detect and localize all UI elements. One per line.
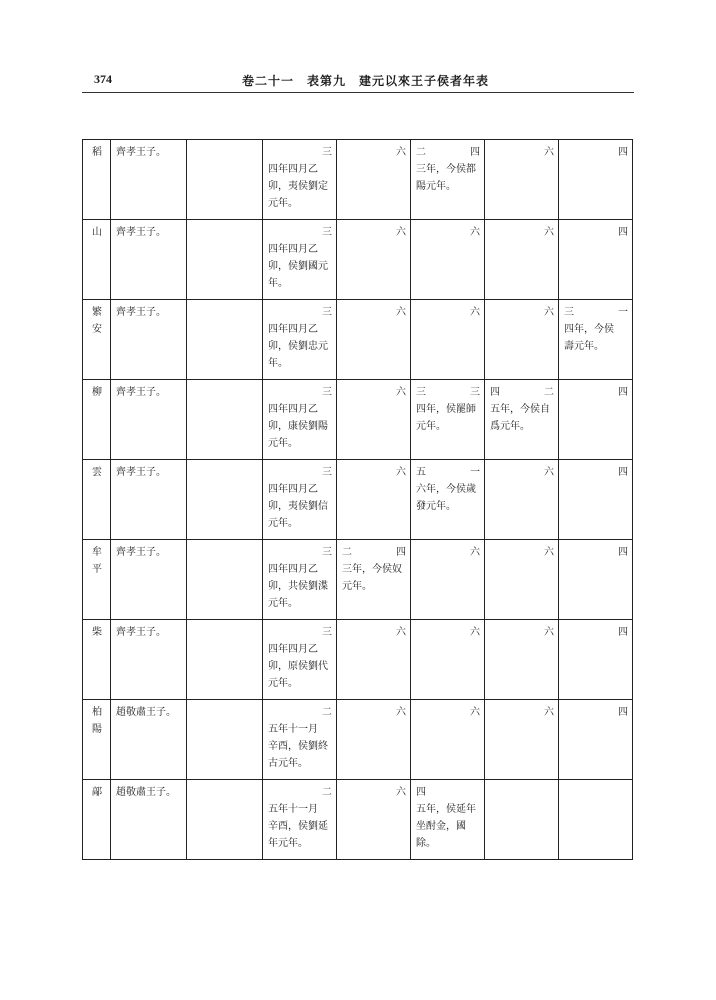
reign-period-cell-4: [559, 460, 633, 540]
marquis-register-table: [82, 139, 633, 860]
cell-numerals: [416, 304, 480, 321]
year-right: 四: [618, 707, 628, 718]
year-right: 六: [470, 307, 480, 318]
year-right: 六: [470, 627, 480, 638]
lineage-cell: [111, 380, 187, 460]
fief-name-cell: [83, 700, 111, 780]
blank-cell: [187, 780, 263, 860]
blank-cell: [187, 300, 263, 380]
page-header: [82, 68, 634, 92]
lineage-text: 齊孝王子。: [116, 307, 166, 318]
reign-period-cell-1: [337, 140, 411, 220]
enfeoffment-cell: [263, 220, 337, 300]
reign-period-cell-3: [485, 140, 559, 220]
reign-period-cell-2: [411, 140, 485, 220]
table-row: [83, 380, 633, 460]
fief-name: 鄗: [92, 787, 102, 798]
cell-numerals: [490, 784, 554, 801]
lineage-cell: [111, 300, 187, 380]
year-right: 六: [544, 627, 554, 638]
enfeoffment-cell: [263, 300, 337, 380]
lineage-text: 齊孝王子。: [116, 147, 166, 158]
blank-cell: [187, 460, 263, 540]
enfeoffment-text: 四年四月乙 卯，侯劉國元 年。: [268, 244, 328, 289]
reign-period-cell-2: [411, 460, 485, 540]
reign-period-cell-2: [411, 300, 485, 380]
cell-numerals: [342, 624, 406, 641]
fief-name-cell: [83, 300, 111, 380]
reign-period-cell-4: [559, 780, 633, 860]
reign-period-cell-3: [485, 380, 559, 460]
year-right: 四: [618, 147, 628, 158]
cell-numerals: [416, 784, 480, 801]
lineage-cell: [111, 620, 187, 700]
blank-cell: [187, 380, 263, 460]
reign-period-cell-3: [485, 780, 559, 860]
cell-numerals: [268, 624, 332, 641]
lineage-cell: [111, 700, 187, 780]
enfeoffment-text: 五年十一月 辛酉，侯劉延 年元年。: [268, 804, 328, 849]
cell-numerals: [416, 144, 480, 161]
year-right: 六: [396, 307, 406, 318]
cell-numerals: [268, 544, 332, 561]
year-right: 二: [544, 387, 554, 398]
cell-numerals: [416, 464, 480, 481]
cell-numerals: [564, 784, 628, 801]
year-right: 四: [618, 467, 628, 478]
page-number: 374: [94, 72, 112, 86]
cell-numerals: [342, 464, 406, 481]
year-count: 三: [322, 387, 332, 398]
year-right: 六: [544, 227, 554, 238]
fief-name: 山: [92, 227, 102, 238]
reign-period-cell-4: [559, 700, 633, 780]
fief-name-cell: [83, 780, 111, 860]
year-right: 六: [396, 227, 406, 238]
lineage-cell: [111, 460, 187, 540]
enfeoffment-text: 四年四月乙 卯，康侯劉陽 元年。: [268, 404, 328, 449]
year-right: 六: [396, 787, 406, 798]
reign-period-cell-3: [485, 300, 559, 380]
reign-period-cell-1: [337, 620, 411, 700]
cell-numerals: [564, 384, 628, 401]
reign-period-cell-3: [485, 620, 559, 700]
cell-numerals: [416, 704, 480, 721]
year-right: 一: [470, 467, 480, 478]
running-title: 卷二十一 表第九 建元以來王子侯者年表: [242, 74, 490, 88]
cell-numerals: [564, 464, 628, 481]
reign-period-cell-3: [485, 700, 559, 780]
cell-numerals: [564, 224, 628, 241]
cell-numerals: [490, 144, 554, 161]
reign-period-cell-2: [411, 620, 485, 700]
year-count: 三: [322, 147, 332, 158]
fief-name: 牟平: [92, 547, 102, 575]
reign-note: 五年，今侯自 爲元年。: [490, 404, 550, 432]
reign-period-cell-3: [485, 540, 559, 620]
enfeoffment-cell: [263, 700, 337, 780]
table-row: [83, 620, 633, 700]
cell-numerals: [268, 464, 332, 481]
header-rule: [82, 92, 634, 93]
reign-period-cell-4: [559, 380, 633, 460]
cell-numerals: [490, 304, 554, 321]
cell-numerals: [416, 624, 480, 641]
reign-note: 四年，今侯 壽元年。: [564, 324, 614, 352]
lineage-text: 齊孝王子。: [116, 227, 166, 238]
enfeoffment-text: 四年四月乙 卯，共侯劉渫 元年。: [268, 564, 328, 609]
enfeoffment-text: 四年四月乙 卯，原侯劉代 元年。: [268, 644, 328, 689]
reign-note: 三年，今侯都 陽元年。: [416, 164, 476, 192]
enfeoffment-text: 四年四月乙 卯，夷侯劉定 元年。: [268, 164, 328, 209]
cell-numerals: [564, 304, 628, 321]
fief-name-cell: [83, 220, 111, 300]
lineage-cell: [111, 220, 187, 300]
cell-numerals: [416, 224, 480, 241]
year-right: 六: [544, 307, 554, 318]
year-right: 六: [544, 147, 554, 158]
enfeoffment-cell: [263, 540, 337, 620]
fief-name-cell: [83, 540, 111, 620]
year-right: 四: [396, 547, 406, 558]
cell-numerals: [342, 784, 406, 801]
table-row: [83, 540, 633, 620]
lineage-text: 趙敬肅王子。: [116, 787, 176, 798]
enfeoffment-cell: [263, 620, 337, 700]
year-count: 三: [322, 467, 332, 478]
enfeoffment-cell: [263, 460, 337, 540]
fief-name: 雲: [92, 467, 102, 478]
lineage-text: 齊孝王子。: [116, 547, 166, 558]
reign-period-cell-2: [411, 540, 485, 620]
cell-numerals: [490, 464, 554, 481]
reign-period-cell-1: [337, 780, 411, 860]
reign-note: 三年，今侯奴 元年。: [342, 564, 402, 592]
fief-name-cell: [83, 460, 111, 540]
lineage-text: 齊孝王子。: [116, 627, 166, 638]
cell-numerals: [564, 144, 628, 161]
cell-numerals: [342, 224, 406, 241]
reign-period-cell-1: [337, 460, 411, 540]
year-right: 六: [396, 627, 406, 638]
reign-period-cell-4: [559, 140, 633, 220]
reign-period-cell-1: [337, 300, 411, 380]
year-right: 六: [396, 147, 406, 158]
fief-name: 柏陽: [92, 707, 102, 735]
cell-numerals: [564, 544, 628, 561]
table-row: [83, 700, 633, 780]
fief-name: 柳: [92, 387, 102, 398]
lineage-text: 齊孝王子。: [116, 467, 166, 478]
cell-numerals: [564, 704, 628, 721]
table-row: [83, 300, 633, 380]
enfeoffment-cell: [263, 380, 337, 460]
year-count: 三: [322, 227, 332, 238]
fief-name: 繁安: [92, 307, 102, 335]
enfeoffment-cell: [263, 140, 337, 220]
cell-numerals: [490, 544, 554, 561]
year-left: 四: [416, 787, 426, 798]
reign-period-cell-4: [559, 620, 633, 700]
reign-period-cell-2: [411, 700, 485, 780]
year-right: 四: [470, 147, 480, 158]
lineage-text: 齊孝王子。: [116, 387, 166, 398]
reign-period-cell-3: [485, 220, 559, 300]
year-right: 六: [544, 467, 554, 478]
year-count: 三: [322, 307, 332, 318]
table-row: [83, 220, 633, 300]
reign-note: 六年，今侯歲 發元年。: [416, 484, 476, 512]
lineage-cell: [111, 140, 187, 220]
cell-numerals: [490, 224, 554, 241]
reign-period-cell-2: [411, 380, 485, 460]
fief-name-cell: [83, 620, 111, 700]
cell-numerals: [268, 224, 332, 241]
lineage-text: 趙敬肅王子。: [116, 707, 176, 718]
fief-name-cell: [83, 140, 111, 220]
table-row: [83, 460, 633, 540]
year-right: 六: [470, 707, 480, 718]
year-right: 六: [544, 547, 554, 558]
year-count: 二: [322, 787, 332, 798]
cell-numerals: [490, 624, 554, 641]
lineage-cell: [111, 780, 187, 860]
blank-cell: [187, 220, 263, 300]
reign-period-cell-1: [337, 540, 411, 620]
cell-numerals: [268, 704, 332, 721]
cell-numerals: [342, 704, 406, 721]
reign-period-cell-4: [559, 540, 633, 620]
year-left: 四: [490, 387, 500, 398]
enfeoffment-text: 四年四月乙 卯，夷侯劉信 元年。: [268, 484, 328, 529]
cell-numerals: [268, 144, 332, 161]
year-right: 六: [544, 707, 554, 718]
blank-cell: [187, 140, 263, 220]
cell-numerals: [416, 544, 480, 561]
enfeoffment-text: 五年十一月 辛酉，侯劉終 古元年。: [268, 724, 328, 769]
reign-note: 五年，侯延年 坐酎金，國 除。: [416, 804, 476, 849]
year-right: 三: [470, 387, 480, 398]
reign-period-cell-3: [485, 460, 559, 540]
enfeoffment-text: 四年四月乙 卯，侯劉忠元 年。: [268, 324, 328, 369]
reign-period-cell-4: [559, 300, 633, 380]
fief-name-cell: [83, 380, 111, 460]
year-left: 二: [416, 147, 426, 158]
year-count: 三: [322, 627, 332, 638]
cell-numerals: [342, 544, 406, 561]
blank-cell: [187, 700, 263, 780]
cell-numerals: [342, 384, 406, 401]
year-right: 六: [396, 467, 406, 478]
table-row: [83, 140, 633, 220]
cell-numerals: [342, 304, 406, 321]
year-left: 五: [416, 467, 426, 478]
fief-name: 稻: [92, 147, 102, 158]
cell-numerals: [268, 784, 332, 801]
cell-numerals: [268, 304, 332, 321]
table-row: [83, 780, 633, 860]
year-left: 三: [416, 387, 426, 398]
reign-period-cell-2: [411, 780, 485, 860]
year-count: 三: [322, 547, 332, 558]
year-count: 二: [322, 707, 332, 718]
cell-numerals: [268, 384, 332, 401]
year-right: 四: [618, 387, 628, 398]
year-right: 四: [618, 627, 628, 638]
reign-period-cell-2: [411, 220, 485, 300]
reign-period-cell-1: [337, 220, 411, 300]
year-left: 三: [564, 307, 574, 318]
reign-period-cell-1: [337, 380, 411, 460]
cell-numerals: [416, 384, 480, 401]
cell-numerals: [490, 384, 554, 401]
enfeoffment-cell: [263, 780, 337, 860]
reign-note: 四年，侯罷師 元年。: [416, 404, 476, 432]
cell-numerals: [342, 144, 406, 161]
blank-cell: [187, 620, 263, 700]
year-right: 六: [396, 387, 406, 398]
cell-numerals: [564, 624, 628, 641]
fief-name: 柴: [92, 627, 102, 638]
year-right: 四: [618, 227, 628, 238]
cell-numerals: [490, 704, 554, 721]
year-right: 六: [470, 547, 480, 558]
year-right: 六: [396, 707, 406, 718]
year-left: 二: [342, 547, 352, 558]
year-right: 一: [618, 307, 628, 318]
year-right: 六: [470, 227, 480, 238]
reign-period-cell-4: [559, 220, 633, 300]
year-right: 四: [618, 547, 628, 558]
reign-period-cell-1: [337, 700, 411, 780]
lineage-cell: [111, 540, 187, 620]
blank-cell: [187, 540, 263, 620]
